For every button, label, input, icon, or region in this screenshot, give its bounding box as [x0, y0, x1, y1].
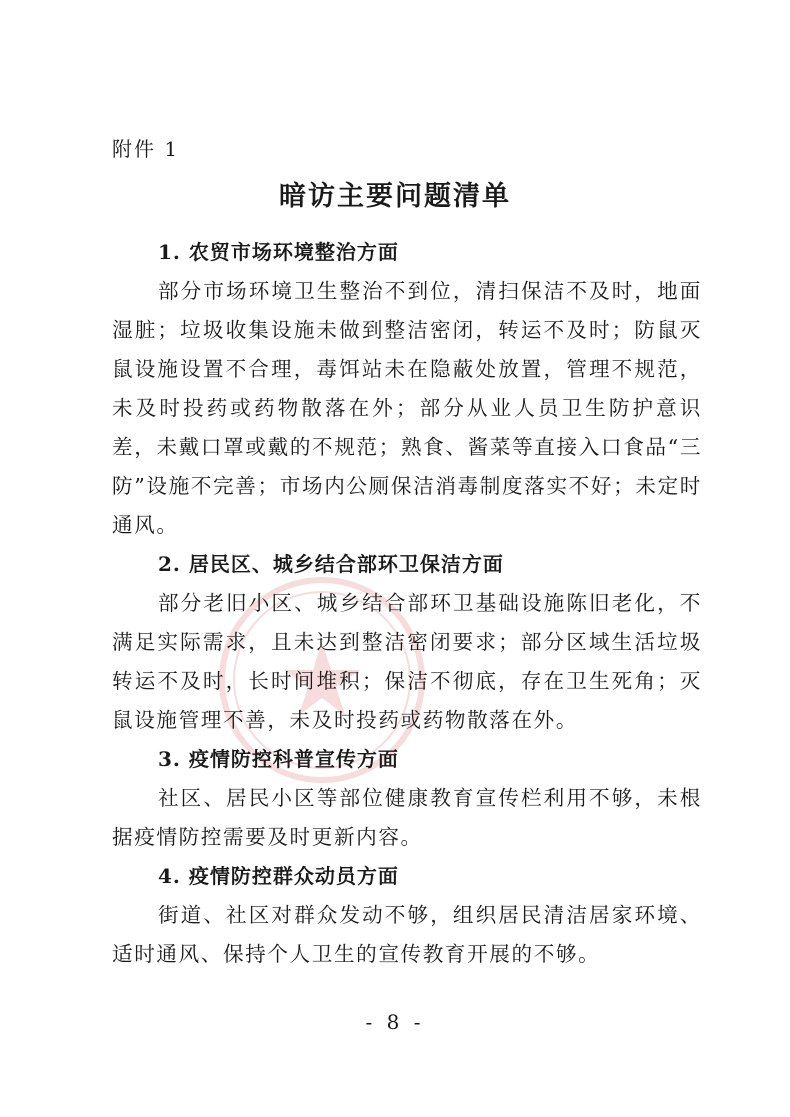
section-paragraph [112, 779, 702, 857]
paragraph-line: 时通风、保持个人卫生的宣传教育开展的不够。 [134, 942, 601, 966]
paragraph-line: 社区、居民小区等部位健康教育宣传栏利用不够，未根据 [112, 786, 702, 849]
document-body [112, 233, 702, 974]
paragraph-line: 足实际需求，且未达到整洁密闭要求；部分区域生活垃圾转运 [112, 630, 702, 693]
paragraph-line: 街道、社区对群众发动不够，组织居民清洁居家环境、适 [112, 903, 702, 966]
paragraph-line: 疫情防控需要及时更新内容。 [134, 825, 423, 849]
paragraph-line: 脏；垃圾收集设施未做到整洁密闭，转运不及时；防鼠灭鼠设施 [112, 318, 702, 381]
paragraph-line: 戴的不规范；熟食、酱菜等直接入口食品“三防”设施不完善； [112, 435, 703, 498]
paragraph-line: 不及时，长时间堆积；保洁不彻底，存在卫生死角；灭鼠设施管 [112, 669, 703, 732]
section-heading: 4. 疫情防控群众动员方面 [158, 864, 399, 888]
attachment-label: 附件 1 [112, 137, 180, 161]
section-3 [112, 740, 702, 857]
section-paragraph [112, 584, 702, 740]
section-2 [112, 545, 702, 740]
page-number: - 8 - [365, 1010, 425, 1034]
paragraph-line: 或药物散落在外；部分从业人员卫生防护意识差，未戴口罩或 [112, 396, 703, 459]
section-heading: 3. 疫情防控科普宣传方面 [158, 747, 399, 771]
section-heading: 2. 居民区、城乡结合部环卫保洁方面 [158, 552, 504, 576]
section-1 [112, 233, 702, 545]
paragraph-line: 理不善，未及时投药或药物散落在外。 [200, 708, 579, 732]
section-4 [112, 857, 702, 974]
paragraph-line: 部分老旧小区、城乡结合部环卫基础设施陈旧老化，不满 [112, 591, 702, 654]
section-paragraph [112, 272, 702, 545]
paragraph-line: 部分市场环境卫生整治不到位，清扫保洁不及时，地面湿 [112, 279, 702, 342]
section-paragraph [112, 896, 702, 974]
paragraph-line: 市场内公厕保洁消毒制度落实不好；未定时通风。 [112, 474, 703, 537]
section-heading: 1. 农贸市场环境整治方面 [158, 240, 399, 264]
paragraph-line: 设置不合理，毒饵站未在隐蔽处放置，管理不规范，未及时投药 [112, 357, 702, 420]
document-title: 暗访主要问题清单 [279, 181, 511, 212]
